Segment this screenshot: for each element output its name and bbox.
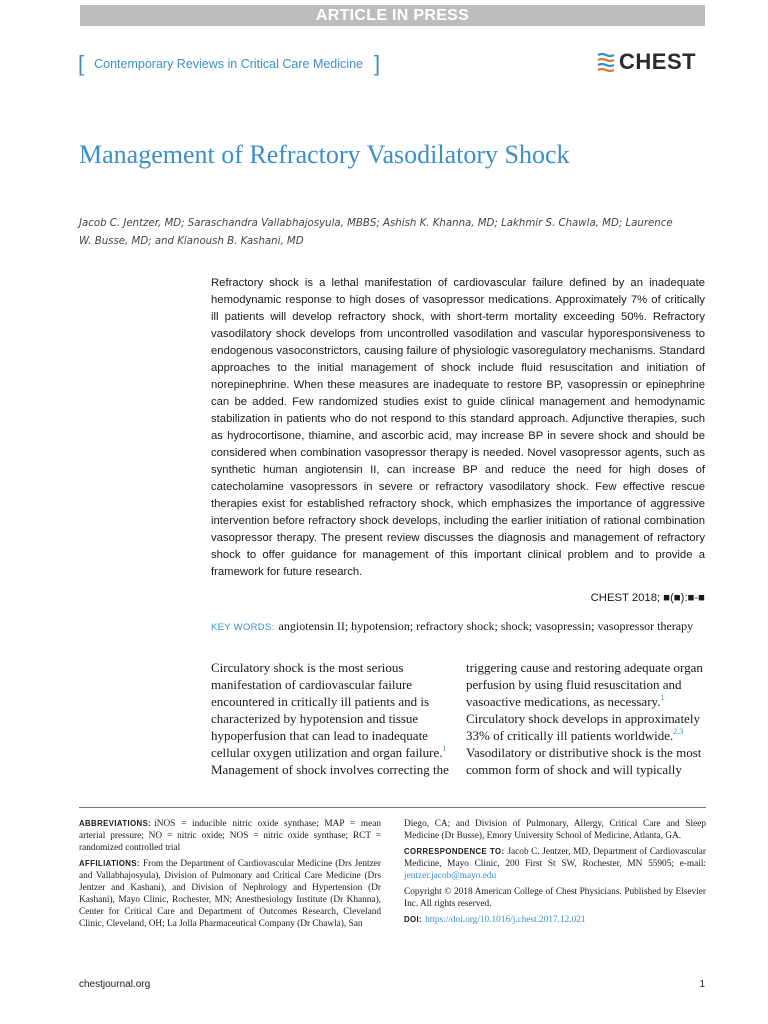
series-title: Contemporary Reviews in Critical Care Medicine [94,57,363,71]
email-link[interactable]: jentzer.jacob@mayo.edu [404,871,497,881]
correspondence-note [404,846,706,882]
body-column-left [211,659,453,778]
footnotes-left [79,818,381,934]
doi-link[interactable]: https://doi.org/10.1016/j.chest.2017.12.021 [425,915,586,925]
correspondence-text: Jacob C. Jentzer, MD, Department of Cardiovascular Medicine, Mayo Clinic, 200 First St SW, Rochester, MN 55905; e-mail: [404,847,706,869]
copyright-note: Copyright © 2018 American College of Chest Physicians. Published by Elsevier Inc. All rights reserved. [404,887,706,909]
chest-logo-icon [596,52,618,72]
left-bracket-icon: [ [78,51,85,76]
reference-link[interactable]: 1 [442,744,447,753]
body-text: Vasodilatory or distributive shock is the most common form of shock and will typically [466,745,702,777]
reference-link[interactable]: 1 [660,693,665,702]
journal-url[interactable]: chestjournal.org [79,979,151,990]
reference-link[interactable]: 2,3 [673,727,684,736]
doi-label: DOI: [404,915,423,924]
chest-logo [596,50,706,74]
keywords-label: KEY WORDS: [211,622,275,633]
article-title: Management of Refractory Vasodilatory Shock [79,140,570,169]
keywords-text: angiotensin II; hypotension; refractory shock; shock; vasopressin; vasopressor therapy [278,619,694,633]
affiliations-label: AFFILIATIONS: [79,859,140,868]
chest-logo-text: CHEST [619,49,697,74]
body-text: Circulatory shock is the most serious manifestation of cardiovascular failure encountered in critically ill patients and is characterized by hypotension and tissue hypoperfusion that can lead to inadequate cellular oxygen utilization and organ failure. [211,660,443,760]
body-column-right [466,659,708,778]
abbreviations-note [79,818,381,854]
abbreviations-label: ABBREVIATIONS: [79,819,152,828]
abstract: Refractory shock is a lethal manifestation of cardiovascular failure defined by an inadequate hemodynamic response to high doses of vasopressor medications. Approximately 7% of critically ill patients will develop refractory shock, with short-term mortality exceeding 50%. Refractory vasodilatory shock develops from uncontrolled vasodilation and vascular hyporesponsiveness to endogenous vasoconstrictors, causing failure of physiologic vasoregulatory mechanisms. Standard approaches to the initial management of shock include fluid resuscitation and initiation of norepinephrine. When these measures are inadequate to restore BP, vasopressin or epinephrine can be added. Few randomized studies exist to guide clinical management and hemodynamic stabilization in patients who do not respond to this standard approach. Adjunctive therapies, such as hydrocortisone, thiamine, and ascorbic acid, may increase BP in severe shock and should be considered when combination vasopressor therapy is needed. Novel vasopressor agents, such as synthetic human angiotensin II, can increase BP and reduce the need for high doses of catecholamine vasopressors in severe or refractory vasodilatory shock. Few effective rescue therapies exist for established refractory shock, which emphasizes the importance of aggressive intervention before refractory shock develops, including the earlier initiation of rational combination vasopressor therapy. The present review discusses the diagnosis and management of refractory shock to offer guidance for management of this important clinical problem and to provide a framework for future research. [211,277,705,578]
series-header [78,52,380,76]
body-text: Circulatory shock develops in approximately 33% of critically ill patients worldwide. [466,711,700,743]
author-list: Jacob C. Jentzer, MD; Saraschandra Vallabhajosyula, MBBS; Ashish K. Khanna, MD; Lakhmir S. Chawla, MD; Laurence W. Busse, MD; and Kianoush B. Kashani, MD [79,218,673,247]
affiliations-note [79,858,381,930]
affiliations-text: From the Department of Cardiovascular Medicine (Drs Jentzer and Vallabhajosyula), Division of Pulmonary and Critical Care Medicine (Drs Jentzer and Kashani), and Division of Nephrology and Hypertension (Dr Kashani), Mayo Clinic, Rochester, MN; Anesthesiology Institute (Dr Khanna), Center for Critical Care and Department of Outcomes Research, Cleveland Clinic, Cleveland, OH; La Jolla Pharmaceutical Company (Dr Chawla), San [79,859,381,929]
footnote-divider [79,807,706,808]
footnotes-right [404,818,706,930]
correspondence-label: CORRESPONDENCE TO: [404,847,505,856]
body-text: Management of shock involves correcting the [211,762,449,777]
journal-citation: CHEST 2018; ■(■):■-■ [590,592,705,604]
doi-note [404,914,706,926]
page-number: 1 [699,979,705,990]
affiliations-continued: Diego, CA; and Division of Pulmonary, Allergy, Critical Care and Sleep Medicine (Dr Busse), Emory University School of Medicine, Atlanta, GA. [404,819,706,841]
keywords [211,619,711,634]
abbreviations-text: iNOS = inducible nitric oxide synthase; MAP = mean arterial pressure; NO = nitric oxide; NOS = nitric oxide synthase; RCT = randomized controlled trial [79,819,381,853]
body-text: triggering cause and restoring adequate organ perfusion by using fluid resuscitation and vasoactive medications, as necessary. [466,660,703,709]
article-in-press-banner: ARTICLE IN PRESS [80,5,705,26]
right-bracket-icon: ] [373,51,381,76]
